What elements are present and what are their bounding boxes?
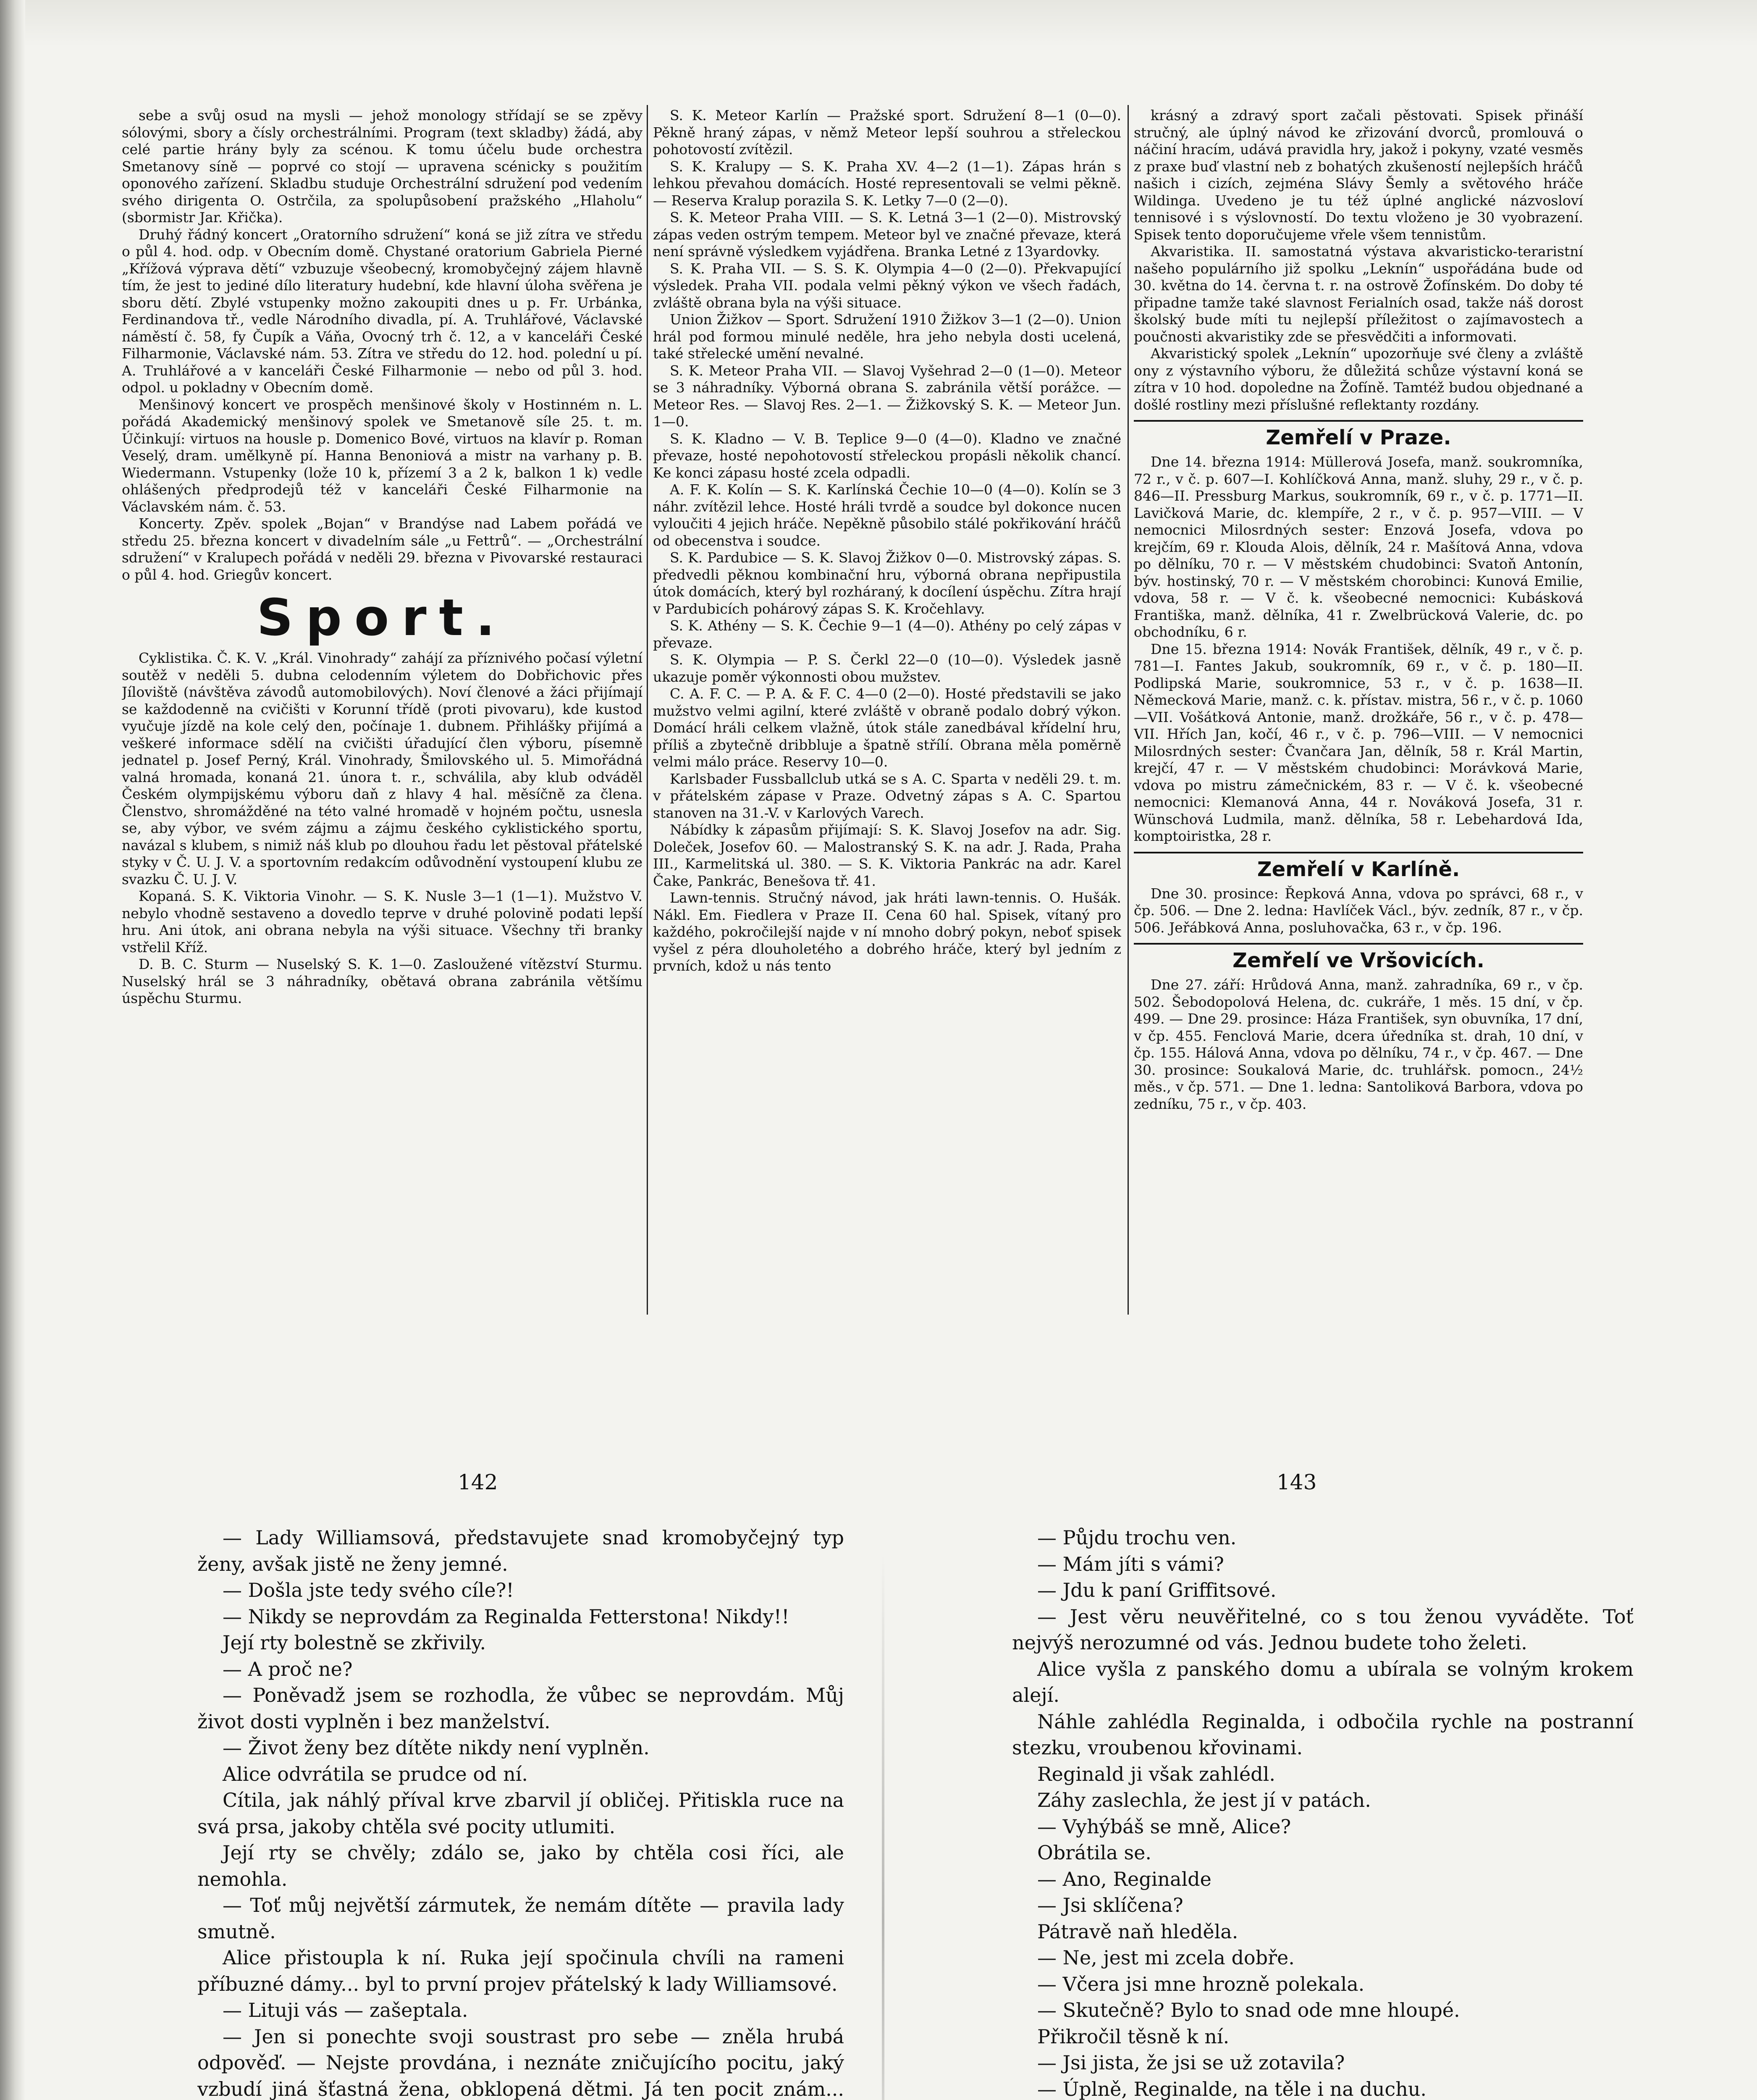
paragraph: Karlsbader Fussballclub utká se s A. C. Sparta v neděli 29. t. m. v přátelském zápase v Praze. Odvetný zápas s A. C. Spartou stanoven na 31.-V. v Karlových Varech. [653,770,1121,821]
story-line: Alice přistoupla k ní. Ruka její spočinula chvíli na rameni příbuzné dámy... byl to první projev přátelský k lady Williamsové. [197,1946,844,1995]
paragraph: Cyklistika. Č. K. V. „Král. Vinohrady“ zahájí za příznivého počasí výletní soutěž v neděli 5. dubna celodenním výletem do Dobřichovic přes Jíloviště (návštěva závodů automobilových). Noví členové a žáci přijímají se každodenně na cvičišti v Korunní třídě (proti pivovaru), kde kustod vyučuje jízdě na kole celý den, počínaje 1. dubnem. Přihlášky přijímá a veškeré informace sdělí na cvičišti úřadující člen výboru, písemně jednatel p. Josef Perný, Král. Vinohrady, Šmilovského ul. 5. Mimořádná valná hromada, konaná 21. února t. r., schválila, aby klub odváděl Českém olympijskému výboru daň z hlavy 4 hal. měsíčně za člena. Členstvo, shromážděné na této valné hromadě v hojném počtu, usnesla se, aby výbor, ve svém zájmu a zájmu českého cyklistického sportu, navázal s klubem, s nimiž náš klub po dlouhou řadu let pěstoval přátelské styky v Č. U. J. V. a sportovním redakcím odůvodnění vystoupení klubu ze svazku Č. U. J. V. [122,650,642,887]
story-line: Reginald ji však zahlédl. [1037,1762,1275,1785]
paragraph: Dne 15. března 1914: Novák František, dělník, 49 r., v č. p. 781—I. Fantes Jakub, soukromník, 69 r., v č. p. 180—II. Podlipská Marie, soukromnice, 53 r., v č. p. 1638—II. Německová Marie, manž. c. k. přístav. mistra, 56 r., v č. p. 1060—VII. Vošátková Antonie, manž. drožkáře, 56 r., v č. p. 478—VII. Hřích Jan, kočí, 46 r., v č. p. 796—VIII. — V nemocnici Milosrdných sester: Čvančara Jan, dělník, 58 r. Král Martin, krejčí, 47 r. — V městském chudobinci: Morávková Marie, vdova po mistru zámečnickém, 83 r. — V č. k. všeobecné nemocnici: Klemanová Anna, 44 r. Nováková Josefa, 31 r. Wünschová Ludmila, manž. dělníka, 58 r. Lebehardová Ida, komptoiristka, 28 r. [1134,640,1583,844]
story-line: — Život ženy bez dítěte nikdy není vyplněn. [223,1736,650,1759]
paragraph: Kopaná. S. K. Viktoria Vinohr. — S. K. Nusle 3—1 (1—1). Mužstvo V. nebylo vhodně sestaveno a dovedlo teprve v druhé polovině podati lepší hru. Ani útok, ani obrana nebyla na výši situace. Všechny tři branky vstřelil Kříž. [122,888,642,956]
paragraph: Druhý řádný koncert „Oratorního sdružení“ koná se již zítra ve středu o půl 4. hod. odp. v Obecním domě. Chystané oratorium Gabriela Pierné „Křížová výprava dětí“ vzbuzuje všeobecný, kromobyčejný zájem hlavně tím, že jest to jediné dílo literatury hudební, kde hlavní úloha svěřena je sboru dětí. Zbylé vstupenky možno zakoupiti dnes u p. Fr. Urbánka, Ferdinandova tř., vedle Národního divadla, pí. A. Truhlářové, Václavské náměstí č. 58, fy Čupík a Váňa, Ovocný trh č. 12, a v kanceláři České Filharmonie, Václavské nám. 53. Zítra ve středu do 12. hod. polední u pí. A. Truhlářové a v kanceláři České Filharmonie — nebo od půl 3. hod. odpol. u pokladny v Obecním domě. [122,226,642,396]
page-number-left: 142 [458,1470,498,1494]
page-gutter [882,1554,884,2100]
faded-header [25,0,1757,46]
paragraph: Akvaristika. II. samostatná výstava akvaristicko-teraristní našeho populárního již spolku „Leknín“ uspořádána bude od 30. května do 14. června t. r. na ostrově Žofínském. Do doby té připadne tamže také slavnost Ferialních osad, takže náš dorost školský bude míti tu nejlepší příležitost o zajímavostech a poučnosti akvaristiky zde se přesvědčiti a informovati. [1134,243,1583,345]
story-line: — Jsi sklíčena? [1037,1894,1183,1916]
paragraph: S. K. Meteor Praha VIII. — S. K. Letná 3—1 (2—0). Mistrovský zápas veden ostrým tempem. Meteor byl ve značné převaze, která není správně výsledkem vyjádřena. Branka Letné z 13yardovky. [653,209,1121,260]
section-heading-deaths-prague: Zemřelí v Praze. [1134,420,1583,449]
section-heading-deaths-vrsovice: Zemřelí ve Vršovicích. [1134,943,1583,972]
story-line: — Jest věru neuvěřitelné, co s tou ženou vyváděte. Toť nejvýš nerozumné od vás. Jednou budete toho želeti. [1012,1605,1634,1654]
story-line: — Skutečně? Bylo to snad ode mne hloupé. [1037,1999,1460,2021]
column-obituaries [1134,107,1583,1312]
story-line: Cítila, jak náhlý příval krve zbarvil jí obličej. Přitiskla ruce na svá prsa, jakoby chtěla své pocity utlumiti. [197,1789,844,1838]
page-number-right: 143 [1277,1470,1317,1494]
novel-page-left [197,1525,844,2100]
story-line: Obrátila se. [1037,1841,1151,1864]
story-line: — Jen si ponechte svoji soustrast pro sebe — zněla hrubá odpověď. — Nejste provdána, i neznáte zničujícího pocitu, jaký vzbudí jiná šťastná žena, obklopená dětmi. Já ten pocit znám... [197,2025,844,2100]
story-line: — Lady Williamsová, představujete snad kromobyčejný typ ženy, avšak jistě ne ženy jemné. [197,1526,844,1575]
paragraph: Dne 27. září: Hrůdová Anna, manž. zahradníka, 69 r., v čp. 502. Šebodopolová Helena, dc. cukráře, 1 měs. 15 dní, v čp. 499. — Dne 29. prosince: Háza František, syn obuvníka, 17 dní, v čp. 455. Fenclová Marie, dcera úředníka st. drah, 10 dní, v čp. 155. Hálová Anna, vdova po dělníku, 74 r., v čp. 467. — Dne 30. prosince: Soukalová Marie, dc. truhlářsk. pomocn., 24½ měs., v čp. 571. — Dne 1. ledna: Santoliková Barbora, vdova po zedníku, 75 r., v čp. 403. [1134,976,1583,1112]
paragraph: Dne 14. března 1914: Müllerová Josefa, manž. soukromníka, 72 r., v č. p. 607—I. Kohlíčková Anna, manž. sluhy, 29 r., v č. p. 846—II. Pressburg Markus, soukromník, 69 r., v č. p. 1771—II. Lavičková Marie, dc. klempíře, 2 r., v č. p. 957—VIII. — V nemocnici Milosrdných sester: Enzová Josefa, vdova po krejčím, 69 r. Klouda Alois, dělník, 24 r. Mašítová Anna, vdova po dělníku, 70 r. — V městském chudobinci: Svatoň Antonín, býv. hostinský, 70 r. — V městském chorobinci: Kunová Emilie, vdova, 58 r. — V č. k. všeobecné nemocnici: Kubásková Františka, manž. dělníka, 41 r. Zwelbrücková Valerie, dc. po obchodníku, 6 r. [1134,454,1583,640]
story-line: — Ne, jest mi zcela dobře. [1037,1946,1295,1969]
story-line: — Mám jíti s vámi? [1037,1552,1224,1575]
story-line: — Nikdy se neprovdám za Reginalda Fetterstona! Nikdy!! [223,1605,789,1628]
paragraph: Koncerty. Zpěv. spolek „Bojan“ v Brandýse nad Labem pořádá ve středu 25. března koncert v divadelním sále „u Fettrů“. — „Orchestrální sdružení“ v Kralupech pořádá v neděli 29. března v Pivovarské restauraci o půl 4. hod. Griegův koncert. [122,515,642,583]
section-heading-deaths-karlin: Zemřelí v Karlíně. [1134,852,1583,881]
story-line: Přikročil těsně k ní. [1037,2025,1230,2048]
story-line: — Jsi jista, že jsi se už zotavila? [1037,2051,1345,2074]
column-rule [647,105,648,1315]
paragraph: sebe a svůj osud na mysli — jehož monology střídají se se zpěvy sólovými, sbory a čísly orchestrálními. Program (text skladby) žádá, aby celé partie hrány byly za scénou. K tomu účelu bude orchestra Smetanovy síně — poprvé co stojí — upravena scénicky s použitím oponového zařízení. Skladbu studuje Orchestrální sdružení pod vedením svého dirigenta O. Ostrčila, za spolupůsobení pražského „Hlaholu“ (sbormistr Jar. Křička). [122,107,642,226]
story-line: — Jdu k paní Griffitsové. [1037,1579,1277,1601]
column-culture-sport [122,107,642,1321]
story-line: Alice odvrátila se prudce od ní. [223,1762,528,1785]
paragraph: S. K. Athény — S. K. Čechie 9—1 (4—0). Athény po celý zápas v převaze. [653,617,1121,651]
paragraph: krásný a zdravý sport začali pěstovati. Spisek přináší stručný, ale úplný návod ke zřizování dvorců, promlouvá o náčiní hracím, udává pravidla hry, jakož i pokyny, vzaté vesměs z praxe buď vlastní neb z bohatých zkušeností nejlepších hráčů našich i cizích, zejména Slávy Šemly a světového hráče Wildinga. Uvedeno je tu též úplné anglické názvosloví tennisové i s výslovností. Do textu vloženo je 30 vyobrazení. Spisek tento doporučujeme vřele všem tennistům. [1134,107,1583,243]
story-line: — Toť můj největší zármutek, že nemám dítěte — pravila lady smutně. [197,1894,844,1943]
paragraph: Union Žižkov — Sport. Sdružení 1910 Žižkov 3—1 (2—0). Union hrál pod formou minulé neděle, hra jeho nebyla dosti ucelená, také střelecké umění nevalné. [653,311,1121,362]
paragraph: Lawn-tennis. Stručný návod, jak hráti lawn-tennis. O. Hušák. Nákl. Em. Fiedlera v Praze II. Cena 60 hal. Spisek, vítaný pro každého, pokročilejší najde v ní mnoho dobrý pokyn, neboť spisek vyšel z péra dlouholetého a dobrého hráče, který byl jedním z prvních, kdož u nás tento [653,890,1121,974]
paragraph: S. K. Meteor Praha VII. — Slavoj Vyšehrad 2—0 (1—0). Meteor se 3 náhradníky. Výborná obrana S. zabránila větší porážce. — Meteor Res. — Slavoj Res. 2—1. — Žižkovský S. K. — Meteor Jun. 1—0. [653,362,1121,430]
story-line: — Došla jste tedy svého cíle?! [223,1579,514,1601]
story-line: — Včera jsi mne hrozně polekala. [1037,1972,1365,1995]
paragraph: Nábídky k zápasům přijímají: S. K. Slavoj Josefov na adr. Sig. Doleček, Josefov 60. — Malostranský S. K. na adr. J. Rada, Praha III., Karmelitská ul. 380. — S. K. Viktoria Pankrác na adr. Karel Čake, Pankrác, Benešova tř. 41. [653,822,1121,889]
paragraph: S. K. Kladno — V. B. Teplice 9—0 (4—0). Kladno ve značné převaze, hosté nepohotovostí střeleckou propásli několik chancí. Ke konci zápasu hosté zcela odpadli. [653,430,1121,481]
paragraph: Menšinový koncert ve prospěch menšinové školy v Hostinném n. L. pořádá Akademický menšinový spolek ve Smetanově síle 25. t. m. Účinkují: virtuos na housle p. Domenico Bové, virtuos na klavír p. Roman Veselý, dram. umělkyně pí. Hanna Benoniová a mistr na varhany p. B. Wiedermann. Vstupenky (lože 10 k, přízemí 3 a 2 k, balkon 1 k) vedle ohlášených předprodejů též v kanceláři České Filharmonie na Václavském nám. č. 53. [122,396,642,515]
column-rule [1128,105,1129,1315]
story-line: Záhy zaslechla, že jest jí v patách. [1037,1789,1371,1811]
paragraph: A. F. K. Kolín — S. K. Karlínská Čechie 10—0 (4—0). Kolín se 3 náhr. zvítězil lehce. Hosté hráli tvrdě a soudce byl dokonce nucen vyloučiti 4 jejich hráče. Nepěkně působilo stálé pokřikování hráčů od obecenstva i soudce. [653,481,1121,549]
paragraph: Dne 30. prosince: Řepková Anna, vdova po správci, 68 r., v čp. 506. — Dne 2. ledna: Havlíček Václ., býv. zedník, 87 r., v čp. 506. Jeřábková Anna, posluhovačka, 63 r., v čp. 196. [1134,885,1583,936]
story-line: Náhle zahlédla Reginalda, i odbočila rychle na postranní stezku, vroubenou křovinami. [1012,1710,1634,1759]
story-line: Její rty se chvěly; zdálo se, jako by chtěla cosi říci, ale nemohla. [197,1841,844,1890]
story-line: Její rty bolestně se zkřivily. [223,1631,486,1654]
paragraph: C. A. F. C. — P. A. & F. C. 4—0 (2—0). Hosté představili se jako mužstvo velmi agilní, které zvláště v obraně podalo dobrý výkon. Domácí hráli celkem vlažně, útok stále zanedbával křídelní hru, příliš a zbytečně dribbluje a špatně střílí. Obrana měla poměrně velmi málo práce. Reservy 10—0. [653,685,1121,770]
scan-edge [0,0,25,2100]
story-line: — Poněvadž jsem se rozhodla, že vůbec se neprovdám. Můj život dosti vyplněn i bez manželství. [197,1684,844,1733]
story-line: — Vyhýbáš se mně, Alice? [1037,1815,1291,1838]
paragraph: Akvaristický spolek „Leknín“ upozorňuje své členy a zvláště ony z výstavního výboru, že důležitá schůze výstavní koná se zítra v 10 hod. dopoledne na Žofíně. Tamtéž budou objednané a došlé rostliny mezi příslušné reflektanty rozdány. [1134,345,1583,413]
story-line: Alice vyšla z panského domu a ubírala se volným krokem alejí. [1012,1657,1634,1706]
section-heading-sport: Sport. [257,589,508,647]
story-line: — Lituji vás — zašeptala. [223,1999,468,2021]
novel-page-right [1012,1525,1634,2100]
story-line: — A proč ne? [223,1657,353,1680]
paragraph: S. K. Olympia — P. S. Čerkl 22—0 (10—0). Výsledek jasně ukazuje poměr výkonnosti obou mužstev. [653,651,1121,685]
story-line: Pátravě naň hleděla. [1037,1920,1238,1943]
paragraph: S. K. Praha VII. — S. S. K. Olympia 4—0 (2—0). Překvapující výsledek. Praha VII. podala velmi pěkný výkon ve všech řadách, zvláště obrana byla na výši situace. [653,260,1121,311]
story-line: — Úplně, Reginalde, na těle i na duchu. [1037,2077,1427,2100]
paragraph: S. K. Meteor Karlín — Pražské sport. Sdružení 8—1 (0—0). Pěkně hraný zápas, v němž Meteor lepší souhrou a střeleckou pohotovostí zvítězil. [653,107,1121,158]
story-line: — Ano, Reginalde [1037,1867,1212,1890]
paragraph: D. B. C. Sturm — Nuselský S. K. 1—0. Zasloužené vítězství Sturmu. Nuselský hrál se 3 náhradníky, obětavá obrana zabránila většímu úspěchu Sturmu. [122,956,642,1006]
paragraph: S. K. Kralupy — S. K. Praha XV. 4—2 (1—1). Zápas hrán s lehkou převahou domácích. Hosté representovali se velmi pěkně. — Reserva Kralup porazila S. K. Letky 7—0 (2—0). [653,158,1121,209]
paragraph: S. K. Pardubice — S. K. Slavoj Žižkov 0—0. Mistrovský zápas. S. předvedli pěknou kombinační hru, výborná obrana nepřipustila útok domácích, který byl rozháraný, k docílení úspěchu. Zítra hrají v Pardubicích pohárový zápas S. K. Kročehlavy. [653,549,1121,617]
story-line: — Půjdu trochu ven. [1037,1526,1237,1549]
column-football [653,107,1121,1312]
